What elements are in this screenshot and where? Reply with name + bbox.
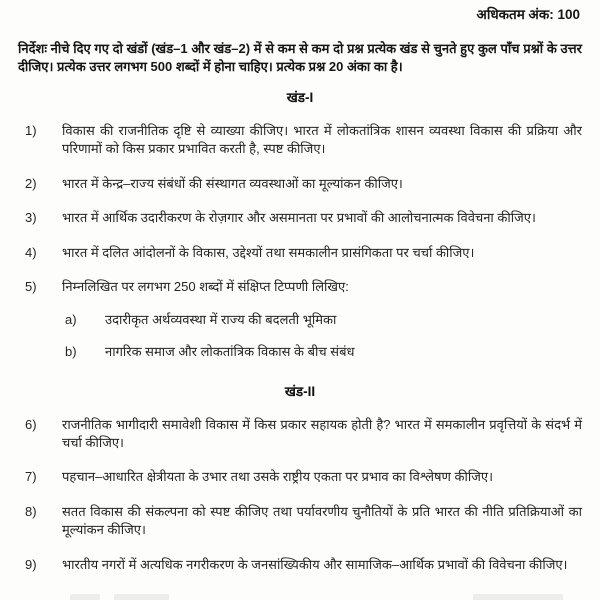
instructions-paragraph: निर्देशः नीचे दिए गए दो खंडों (खंड–1 और खंड–2) में से कम से कम दो प्रश्न प्रत्येक खंड से चुनते हुए कुल पाँच प्रश्नों के उत्तर दीजिए। प्रत्येक उत्तर लगभग 500 शब्दों में होना चाहिए। प्रत्येक प्रश्न 20 अंका का है। [18,41,582,75]
subitem-b-text: नागरिक समाज और लोकतांत्रिक विकास के बीच संबंध [105,344,355,360]
question-2-text: भारत में केन्द्र–राज्य संबंधों की संस्थागत व्यवस्थाओं का मूल्यांकन कीजिए। [62,175,403,191]
question-4 [18,244,582,262]
question-1-text: विकास की राजनीतिक दृष्टि से व्याख्या कीजिए। भारत में लोकतांत्रिक शासन व्यवस्था विकास की प्रक्रिया और परिणामों को किस प्रकार प्रभावित करती है, स्पष्ट कीजिए। [62,122,582,157]
question-2 [18,175,582,193]
max-marks-label: अधिकतम अंक: 100 [476,7,580,22]
question-6-text: राजनीतिक भागीदारी समावेशी विकास में किस प्रकार सहायक होती है? भारत में समकालीन प्रवृत्तियों के संदर्भ में चर्चा कीजिए। [62,416,582,450]
question-2-number: 2) [25,175,37,191]
subitem-b-label: b) [65,344,77,360]
question-4-number: 4) [25,244,37,260]
subitem-a-label: a) [65,311,77,327]
cut-off-next-line-remnant [0,594,600,600]
question-5-subitem-a [65,311,582,329]
question-9-number: 9) [25,556,37,572]
question-6 [18,416,582,453]
question-5-text: निम्नलिखित पर लगभग 250 शब्दों में संक्षिप्त टिप्पणी लिखिए: [62,279,349,295]
question-3-number: 3) [25,210,37,226]
question-8-number: 8) [25,503,37,519]
subitem-a-text: उदारीकृत अर्थव्यवस्था में राज्य की बदलती भूमिका [105,311,337,327]
question-5-subitem-b [65,343,582,361]
question-5 [18,278,582,296]
question-3 [18,209,582,227]
question-7-text: पहचान–आधारित क्षेत्रीयता के उभार तथा उसके राष्ट्रीय एकता पर प्रभाव का विश्लेषण कीजिए। [62,469,494,485]
question-7 [18,468,582,486]
question-5-number: 5) [25,279,37,295]
question-8-text: सतत विकास की संकल्पना को स्पष्ट कीजिए तथा पर्यावरणीय चुनौतियों के प्रति भारत की नीति प्रतिक्रियाओं का मूल्यांकन कीजिए। [62,503,582,538]
question-7-number: 7) [25,469,37,485]
section-1-title: खंड-I [286,89,314,105]
question-1-number: 1) [25,122,37,138]
question-1 [18,122,582,159]
question-3-text: भारत में आर्थिक उदारीकरण के रोज़गार और असमानता पर प्रभावों की आलोचनात्मक विवेचना कीजिए। [62,210,536,226]
section-2-title: खंड-II [284,383,316,399]
question-9-text: भारतीय नगरों में अत्यधिक नगरीकरण के जनसांख्यिकीय और सामाजिक–आर्थिक प्रभावों की विवेचना कीजिए। [62,556,568,572]
question-4-text: भारत में दलित आंदोलनों के विकास, उद्देश्यों तथा समकालीन प्रासंगिकता पर चर्चा कीजिए। [62,244,475,260]
question-8 [18,503,582,540]
question-9 [18,556,582,574]
question-6-number: 6) [25,416,37,432]
